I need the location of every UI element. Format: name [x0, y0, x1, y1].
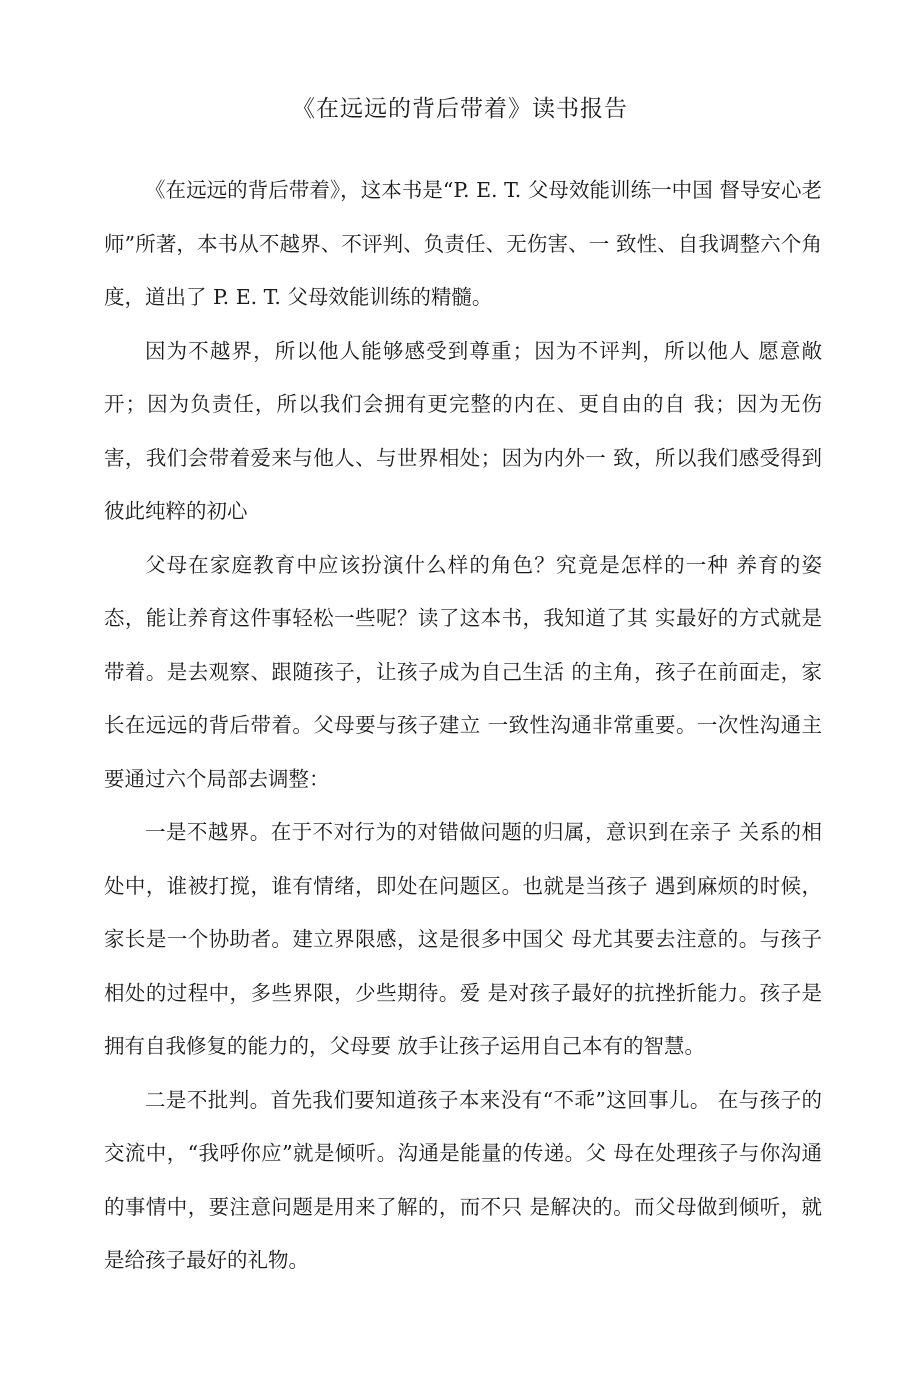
- document-body: [104, 164, 822, 1288]
- document-title: 《在远远的背后带着》读书报告: [292, 96, 628, 122]
- paragraph: 父母在家庭教育中应该扮演什么样的角色？究竟是怎样的一种 养育的姿态，能让养育这件事轻松一些呢？读了这本书，我知道了其 实最好的方式就是带着。是去观察、跟随孩子，让孩子成为自己生活 的主角，孩子在前面走，家长在远远的背后带着。父母要与孩子建立 一致性沟通非常重要。一次性沟通主要通过六个局部去调整：: [104, 552, 822, 791]
- paragraph: 二是不批判。首先我们要知道孩子本来没有“不乖”这回事儿。 在与孩子的交流中，“我呼你应”就是倾听。沟通是能量的传递。父 母在处理孩子与你沟通的事情中，要注意问题是用来了解的，而不只 是解决的。而父母做到倾听，就是给孩子最好的礼物。: [104, 1087, 822, 1272]
- paragraph: 一是不越界。在于不对行为的对错做问题的归属，意识到在亲子 关系的相处中，谁被打搅，谁有情绪，即处在问题区。也就是当孩子 遇到麻烦的时候，家长是一个协助者。建立界限感，这是很多中国父 母尤其要去注意的。与孩子相处的过程中，多些界限，少些期待。爱 是对孩子最好的抗挫折能力。孩子是拥有自我修复的能力的，父母要 放手让孩子运用自己本有的智慧。: [104, 820, 822, 1058]
- paragraph: 因为不越界，所以他人能够感受到尊重；因为不评判，所以他人 愿意敞开；因为负责任，所以我们会拥有更完整的内在、更自由的自 我；因为无伤害，我们会带着爱来与他人、与世界相处；因为内外一 致，所以我们感受得到彼此纯粹的初心: [104, 338, 822, 523]
- paragraph: 《在远远的背后带着》，这本书是“P. E. T. 父母效能训练一中国 督导安心老师”所著，本书从不越界、不评判、负责任、无伤害、一 致性、自我调整六个角度，道出了 P. E. T. 父母效能训练的精髓。: [104, 178, 822, 309]
